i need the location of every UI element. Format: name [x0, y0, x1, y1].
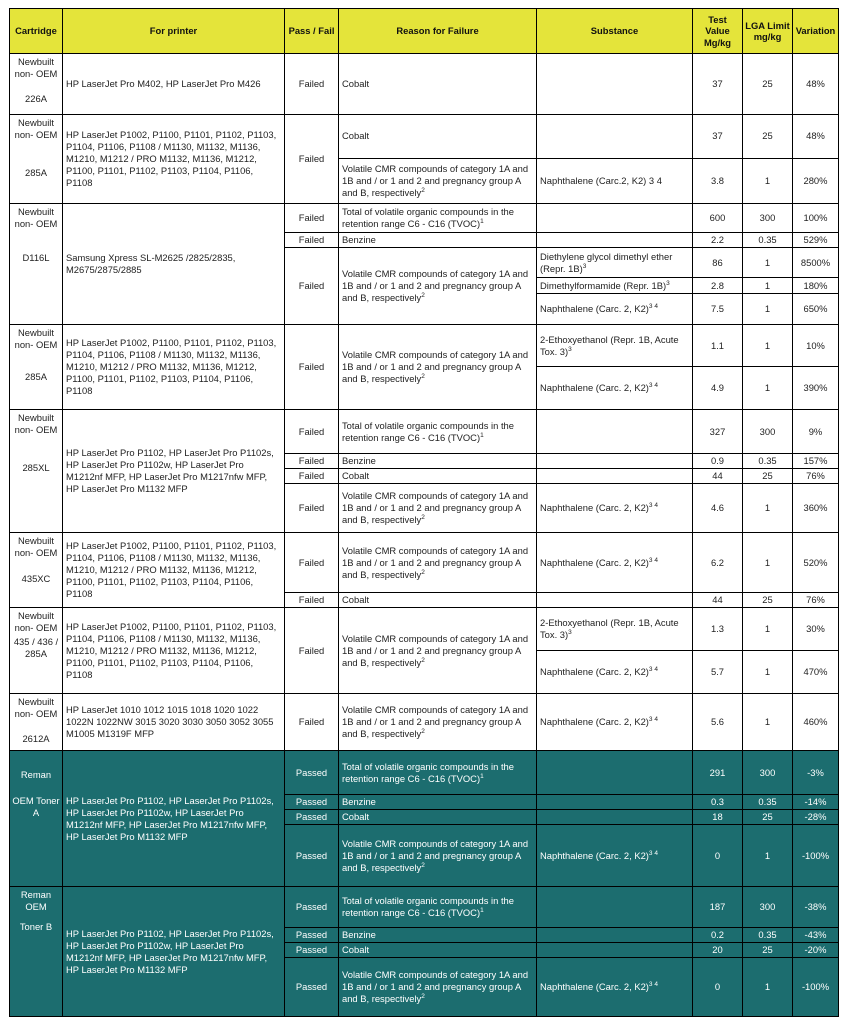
substance-cell [537, 454, 693, 469]
printer-cell: HP LaserJet P1002, P1100, P1101, P1102, P1103, P1104, P1106, P1108 / M1130, M1132, M1136, M1210, M1212 / PRO M1132, M1136, M1212, P1100, P1101, P1102, P1103, P1104, P1106, P1108 [63, 115, 285, 204]
reason-cell: Cobalt [339, 54, 537, 115]
cartridge-cell: Newbuilt non- OEM 435XC [10, 533, 63, 608]
variation-cell: -100% [793, 825, 839, 887]
substance-cell: Naphthalene (Carc. 2, K2)$^{3 4}$ [537, 694, 693, 751]
substance-cell [537, 943, 693, 958]
test-value-cell: 20 [693, 943, 743, 958]
test-value-cell: 6.2 [693, 533, 743, 593]
variation-cell: 520% [793, 533, 839, 593]
limit-cell: 300 [743, 410, 793, 454]
header-cartridge: Cartridge [10, 9, 63, 54]
variation-cell: -3% [793, 751, 839, 795]
reason-cell: Volatile CMR compounds of category 1A and 1B and / or 1 and 2 and pregnancy group A and B, respectively$^2$ [339, 248, 537, 325]
limit-cell: 1 [743, 958, 793, 1017]
variation-cell: 650% [793, 294, 839, 325]
variation-cell: -38% [793, 887, 839, 928]
variation-cell: 76% [793, 593, 839, 608]
limit-cell: 1 [743, 694, 793, 751]
reason-cell: Benzine [339, 795, 537, 810]
printer-cell: HP LaserJet Pro P1102, HP LaserJet Pro P1102s, HP LaserJet Pro P1102w, HP LaserJet Pro M1212nf MFP, HP LaserJet Pro M1217nfw MFP, HP LaserJet Pro M1132 MFP [63, 751, 285, 887]
limit-cell: 300 [743, 887, 793, 928]
substance-cell: Naphthalene (Carc. 2, K2)$^{3 4}$ [537, 484, 693, 533]
test-value-cell: 4.9 [693, 367, 743, 410]
pass-fail-cell: Failed [285, 694, 339, 751]
substance-cell: Naphthalene (Carc.2, K2) 3 4 [537, 159, 693, 204]
test-value-cell: 291 [693, 751, 743, 795]
test-value-cell: 187 [693, 887, 743, 928]
pass-fail-cell: Failed [285, 248, 339, 325]
substance-cell [537, 751, 693, 795]
variation-cell: 30% [793, 608, 839, 651]
pass-fail-cell: Passed [285, 825, 339, 887]
table-row [10, 887, 839, 928]
reason-cell: Total of volatile organic compounds in the retention range C6 - C16 (TVOC)$^1$ [339, 887, 537, 928]
pass-fail-cell: Failed [285, 115, 339, 204]
limit-cell: 25 [743, 943, 793, 958]
substance-cell [537, 54, 693, 115]
variation-cell: 10% [793, 325, 839, 367]
test-value-cell: 0 [693, 958, 743, 1017]
variation-cell: 529% [793, 233, 839, 248]
substance-cell [537, 810, 693, 825]
pass-fail-cell: Failed [285, 54, 339, 115]
pass-fail-cell: Passed [285, 887, 339, 928]
limit-cell: 1 [743, 325, 793, 367]
test-value-cell: 5.7 [693, 651, 743, 694]
substance-cell: Dimethylformamide (Repr. 1B)$^3$ [537, 278, 693, 294]
cartridge-cell: Newbuilt non- OEM 285XL [10, 410, 63, 533]
variation-cell: 100% [793, 204, 839, 233]
reason-cell: Volatile CMR compounds of category 1A and 1B and / or 1 and 2 and pregnancy group A and B, respectively$^2$ [339, 159, 537, 204]
reason-cell: Cobalt [339, 593, 537, 608]
limit-cell: 1 [743, 484, 793, 533]
pass-fail-cell: Passed [285, 928, 339, 943]
variation-cell: 470% [793, 651, 839, 694]
reason-cell: Volatile CMR compounds of category 1A and 1B and / or 1 and 2 and pregnancy group A and B, respectively$^2$ [339, 325, 537, 410]
header-row [10, 9, 839, 54]
test-value-cell: 5.6 [693, 694, 743, 751]
test-value-cell: 327 [693, 410, 743, 454]
test-value-cell: 2.2 [693, 233, 743, 248]
limit-cell: 1 [743, 248, 793, 278]
table-row [10, 54, 839, 115]
substance-cell [537, 887, 693, 928]
table-row [10, 204, 839, 233]
substance-cell: Naphthalene (Carc. 2, K2)$^{3 4}$ [537, 367, 693, 410]
substance-cell: 2-Ethoxyethanol (Repr. 1B, Acute Tox. 3)$^3$ [537, 325, 693, 367]
substance-cell [537, 593, 693, 608]
pass-fail-cell: Passed [285, 795, 339, 810]
reason-cell: Volatile CMR compounds of category 1A and 1B and / or 1 and 2 and pregnancy group A and B, respectively$^2$ [339, 694, 537, 751]
test-value-cell: 37 [693, 115, 743, 159]
cartridge-cell: Newbuilt non- OEM 285A [10, 115, 63, 204]
test-value-cell: 0.3 [693, 795, 743, 810]
reason-cell: Volatile CMR compounds of category 1A and 1B and / or 1 and 2 and pregnancy group A and B, respectively$^2$ [339, 608, 537, 694]
test-value-cell: 0 [693, 825, 743, 887]
test-value-cell: 1.1 [693, 325, 743, 367]
variation-cell: 8500% [793, 248, 839, 278]
test-value-cell: 37 [693, 54, 743, 115]
pass-fail-cell: Passed [285, 810, 339, 825]
substance-cell: Naphthalene (Carc. 2, K2)$^{3 4}$ [537, 533, 693, 593]
pass-fail-cell: Failed [285, 533, 339, 593]
printer-cell: HP LaserJet Pro P1102, HP LaserJet Pro P1102s, HP LaserJet Pro P1102w, HP LaserJet Pro M1212nf MFP, HP LaserJet Pro M1217nfw MFP, HP LaserJet Pro M1132 MFP [63, 887, 285, 1017]
variation-cell: 157% [793, 454, 839, 469]
limit-cell: 1 [743, 159, 793, 204]
reason-cell: Cobalt [339, 810, 537, 825]
cartridge-cell: Newbuilt non- OEM 226A [10, 54, 63, 115]
test-value-cell: 0.2 [693, 928, 743, 943]
test-value-cell: 86 [693, 248, 743, 278]
limit-cell: 300 [743, 204, 793, 233]
pass-fail-cell: Failed [285, 593, 339, 608]
limit-cell: 1 [743, 533, 793, 593]
variation-cell: 390% [793, 367, 839, 410]
variation-cell: 76% [793, 469, 839, 484]
test-value-cell: 600 [693, 204, 743, 233]
test-value-cell: 3.8 [693, 159, 743, 204]
substance-cell [537, 795, 693, 810]
printer-cell: HP LaserJet P1002, P1100, P1101, P1102, P1103, P1104, P1106, P1108 / M1130, M1132, M1136, M1210, M1212 / PRO M1132, M1136, M1212, P1100, P1101, P1102, P1103, P1104, P1106, P1108 [63, 533, 285, 608]
pass-fail-cell: Failed [285, 410, 339, 454]
variation-cell: 48% [793, 115, 839, 159]
variation-cell: 9% [793, 410, 839, 454]
table-row [10, 533, 839, 593]
pass-fail-cell: Failed [285, 469, 339, 484]
variation-cell: -14% [793, 795, 839, 810]
reason-cell: Volatile CMR compounds of category 1A and 1B and / or 1 and 2 and pregnancy group A and B, respectively$^2$ [339, 958, 537, 1017]
limit-cell: 1 [743, 825, 793, 887]
substance-cell: Naphthalene (Carc. 2, K2)$^{3 4}$ [537, 294, 693, 325]
substance-cell [537, 115, 693, 159]
substance-cell: Naphthalene (Carc. 2, K2)$^{3 4}$ [537, 825, 693, 887]
substance-cell: 2-Ethoxyethanol (Repr. 1B, Acute Tox. 3)$^3$ [537, 608, 693, 651]
printer-cell: HP LaserJet Pro P1102, HP LaserJet Pro P1102s, HP LaserJet Pro P1102w, HP LaserJet Pro M1212nf MFP, HP LaserJet Pro M1217nfw MFP, HP LaserJet Pro M1132 MFP [63, 410, 285, 533]
limit-cell: 300 [743, 751, 793, 795]
table-row [10, 115, 839, 159]
variation-cell: -100% [793, 958, 839, 1017]
reason-cell: Benzine [339, 928, 537, 943]
header-substance: Substance [537, 9, 693, 54]
header-lga-limit: LGA Limit mg/kg [743, 9, 793, 54]
table-row [10, 608, 839, 651]
printer-cell: Samsung Xpress SL-M2625 /2825/2835, M2675/2875/2885 [63, 204, 285, 325]
reason-cell: Total of volatile organic compounds in the retention range C6 - C16 (TVOC)$^1$ [339, 204, 537, 233]
substance-cell: Diethylene glycol dimethyl ether (Repr. 1B)$^3$ [537, 248, 693, 278]
cartridge-cell: Newbuilt non- OEM 285A [10, 325, 63, 410]
variation-cell: -20% [793, 943, 839, 958]
test-value-cell: 18 [693, 810, 743, 825]
cartridge-cell: Reman OEM Toner A [10, 751, 63, 887]
limit-cell: 25 [743, 593, 793, 608]
variation-cell: 180% [793, 278, 839, 294]
reason-cell: Benzine [339, 454, 537, 469]
printer-cell: HP LaserJet P1002, P1100, P1101, P1102, P1103, P1104, P1106, P1108 / M1130, M1132, M1136, M1210, M1212 / PRO M1132, M1136, M1212, P1100, P1101, P1102, P1103, P1104, P1106, P1108 [63, 325, 285, 410]
pass-fail-cell: Failed [285, 233, 339, 248]
test-value-cell: 0.9 [693, 454, 743, 469]
printer-cell: HP LaserJet Pro M402, HP LaserJet Pro M426 [63, 54, 285, 115]
table-row [10, 751, 839, 795]
header-test-value: Test Value Mg/kg [693, 9, 743, 54]
variation-cell: 280% [793, 159, 839, 204]
variation-cell: 460% [793, 694, 839, 751]
reason-cell: Total of volatile organic compounds in the retention range C6 - C16 (TVOC)$^1$ [339, 751, 537, 795]
pass-fail-cell: Failed [285, 325, 339, 410]
pass-fail-cell: Failed [285, 608, 339, 694]
pass-fail-cell: Passed [285, 958, 339, 1017]
limit-cell: 25 [743, 54, 793, 115]
limit-cell: 0.35 [743, 233, 793, 248]
substance-cell [537, 204, 693, 233]
pass-fail-cell: Failed [285, 204, 339, 233]
test-value-cell: 7.5 [693, 294, 743, 325]
header-pass-fail: Pass / Fail [285, 9, 339, 54]
limit-cell: 0.35 [743, 795, 793, 810]
reason-cell: Volatile CMR compounds of category 1A and 1B and / or 1 and 2 and pregnancy group A and B, respectively$^2$ [339, 825, 537, 887]
header-reason: Reason for Failure [339, 9, 537, 54]
limit-cell: 25 [743, 810, 793, 825]
printer-cell: HP LaserJet P1002, P1100, P1101, P1102, P1103, P1104, P1106, P1108 / M1130, M1132, M1136, M1210, M1212 / PRO M1132, M1136, M1212, P1100, P1101, P1102, P1103, P1104, P1106, P1108 [63, 608, 285, 694]
substance-cell: Naphthalene (Carc. 2, K2)$^{3 4}$ [537, 958, 693, 1017]
reason-cell: Cobalt [339, 115, 537, 159]
cartridge-cell: Newbuilt non- OEM 2612A [10, 694, 63, 751]
pass-fail-cell: Failed [285, 454, 339, 469]
limit-cell: 25 [743, 469, 793, 484]
variation-cell: -28% [793, 810, 839, 825]
variation-cell: -43% [793, 928, 839, 943]
substance-cell [537, 410, 693, 454]
test-value-cell: 44 [693, 469, 743, 484]
substance-cell [537, 928, 693, 943]
pass-fail-cell: Passed [285, 751, 339, 795]
reason-cell: Volatile CMR compounds of category 1A and 1B and / or 1 and 2 and pregnancy group A and B, respectively$^2$ [339, 484, 537, 533]
variation-cell: 360% [793, 484, 839, 533]
substance-cell: Naphthalene (Carc. 2, K2)$^{3 4}$ [537, 651, 693, 694]
reason-cell: Total of volatile organic compounds in the retention range C6 - C16 (TVOC)$^1$ [339, 410, 537, 454]
pass-fail-cell: Failed [285, 484, 339, 533]
reason-cell: Volatile CMR compounds of category 1A and 1B and / or 1 and 2 and pregnancy group A and B, respectively$^2$ [339, 533, 537, 593]
limit-cell: 1 [743, 278, 793, 294]
header-variation: Variation [793, 9, 839, 54]
limit-cell: 1 [743, 608, 793, 651]
cartridge-cell: Newbuilt non- OEM 435 / 436 / 285A [10, 608, 63, 694]
test-value-cell: 2.8 [693, 278, 743, 294]
limit-cell: 1 [743, 294, 793, 325]
limit-cell: 1 [743, 367, 793, 410]
reason-cell: Benzine [339, 233, 537, 248]
reason-cell: Cobalt [339, 943, 537, 958]
cartridge-test-results-table [9, 8, 839, 1017]
limit-cell: 0.35 [743, 928, 793, 943]
substance-cell [537, 233, 693, 248]
limit-cell: 0.35 [743, 454, 793, 469]
reason-cell: Cobalt [339, 469, 537, 484]
table-row [10, 694, 839, 751]
printer-cell: HP LaserJet 1010 1012 1015 1018 1020 1022 1022N 1022NW 3015 3020 3030 3050 3052 3055 M1005 M1319F MFP [63, 694, 285, 751]
cartridge-cell: Reman OEM Toner B [10, 887, 63, 1017]
limit-cell: 1 [743, 651, 793, 694]
variation-cell: 48% [793, 54, 839, 115]
table-row [10, 410, 839, 454]
table-row [10, 325, 839, 367]
test-value-cell: 1.3 [693, 608, 743, 651]
pass-fail-cell: Passed [285, 943, 339, 958]
limit-cell: 25 [743, 115, 793, 159]
test-value-cell: 4.6 [693, 484, 743, 533]
cartridge-cell: Newbuilt non- OEM D116L [10, 204, 63, 325]
report-table-wrapper [9, 8, 839, 1017]
substance-cell [537, 469, 693, 484]
test-value-cell: 44 [693, 593, 743, 608]
header-printer: For printer [63, 9, 285, 54]
